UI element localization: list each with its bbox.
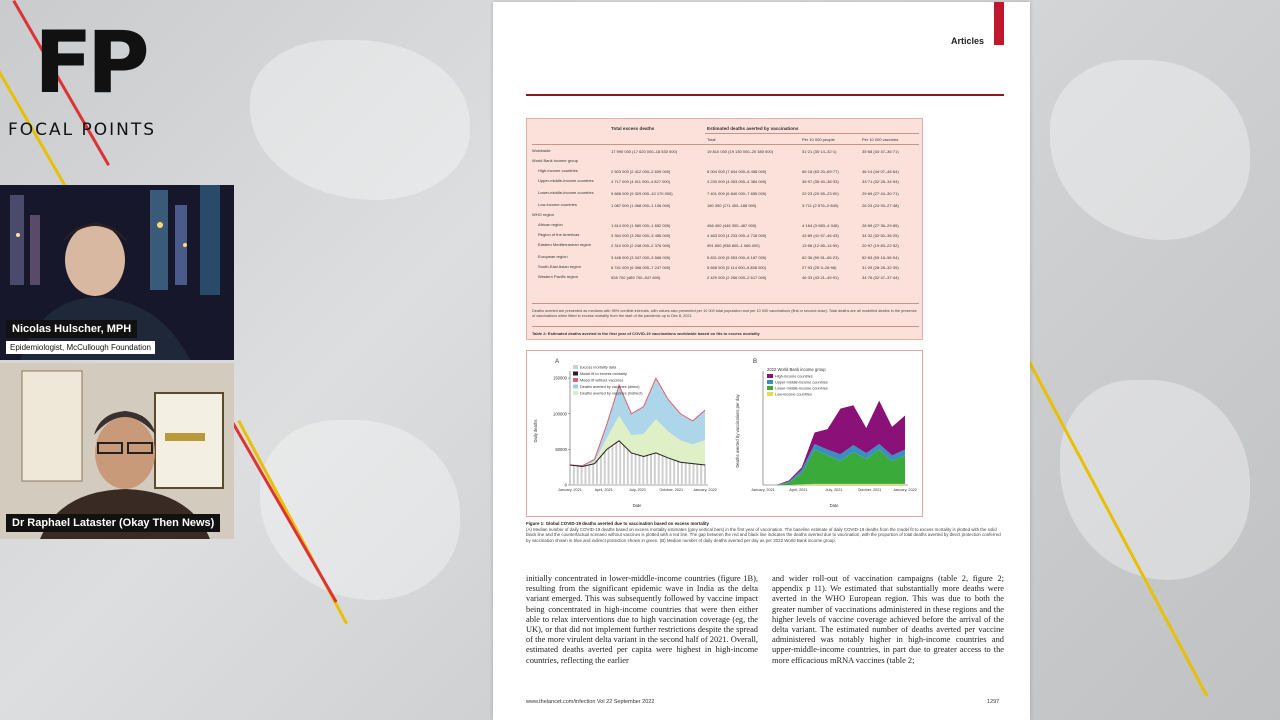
table-rule (532, 144, 919, 145)
excess-mortality-bar (662, 454, 664, 485)
panel-a-legend-label: Excess mortality data (580, 365, 617, 370)
figure-caption-title: Figure 1: Global COVID-19 deaths averted due to vaccination based on excess mortality (526, 521, 709, 526)
table-cell: 2 429 000 (2 266 000–2 617 000) (707, 275, 767, 280)
table-row-label: Worldwide (532, 148, 551, 153)
table-cell: 3·711 (2·576–2·840) (802, 203, 839, 208)
figure-1 (526, 350, 923, 517)
excess-mortality-bar (654, 452, 656, 485)
participant-1-affiliation: Epidemiologist, McCullough Foundation (6, 341, 155, 354)
table-row-label: Lower-middle-income countries (538, 190, 594, 195)
table-rule (532, 303, 919, 304)
table-cell: 19 810 000 (19 130 000–20 380 000) (707, 149, 774, 154)
panel-a-legend-swatch (573, 385, 578, 389)
excess-mortality-bar (592, 463, 594, 485)
panel-b-legend-swatch (767, 386, 773, 390)
participant-2-video-frame (0, 363, 234, 539)
participant-1-name: Nicolas Hulscher, MPH (6, 320, 137, 338)
panel-a-y-tick-label: 100000 (553, 411, 567, 417)
focal-points-logo (8, 13, 158, 143)
table-cell: 9 688 000 (9 329 000–10 170 000) (611, 191, 673, 196)
section-label: Articles (951, 36, 985, 46)
body-text-right-column: and wider roll-out of vaccination campaigns (table 2, figure 2; appendix p 11). We estimated that substantially more deaths were averted in the WHO European region. This was due to both the greater number of vaccinations administered in these regions and the higher levels of vaccine coverage achieved before the arrival of the delta variant. The estimated number of deaths averted per vaccine administered was notably higher in high-income countries and upper-middle-income countries, in part due to greater access to the more efficacious mRNA vaccines (table 2; (772, 574, 1004, 665)
panel-a-legend-label: Model fit without vaccines (580, 378, 624, 383)
table-cell: 46·33 (43·21–49·91) (802, 275, 839, 280)
panel-b-x-tick-label: January, 2021 (751, 488, 775, 492)
table-row-label: WHO region (532, 212, 555, 217)
excess-mortality-bar (689, 462, 691, 485)
table-cell: 26·23 (24·93–27·48) (862, 203, 899, 208)
table-row-label: African region (538, 222, 563, 227)
table-cell: 2 503 000 (2 412 000–2 609 000) (611, 169, 671, 174)
panel-b-legend-label: Low-income countries (775, 392, 812, 397)
panel-a-x-tick-label: January, 2022 (693, 488, 717, 492)
video-feed-participant-2[interactable] (0, 363, 234, 539)
journal-footer: www.thelancet.com/infection Vol 22 September 2022 (526, 699, 655, 705)
table-cell: 528 700 (489 700–547 800) (611, 275, 661, 280)
panel-a-y-tick-label: 0 (564, 482, 567, 488)
panel-a-y-tick-label: 50000 (555, 446, 567, 452)
table-sub-header-total: Total (707, 137, 716, 142)
table-cell: 1 614 000 (1 580 000–1 652 000) (611, 223, 671, 228)
table-cell: 46·14 (44·07–48·64) (862, 169, 899, 174)
table-cell: 27·93 (25·3–28·98) (802, 265, 837, 270)
panel-b-legend-swatch (767, 392, 773, 396)
table-cell: 4 230 000 (4 053 000–4 384 000) (707, 179, 767, 184)
panel-b-x-tick-label: April, 2021 (789, 488, 808, 492)
excess-mortality-bar (635, 453, 637, 485)
figure-caption (526, 521, 1004, 543)
figure-caption-body: (A) Median number of daily COVID-19 deaths based on excess mortality estimates (grey vertical bars) in the first year of vaccination. The baseline estimate of daily COVID-19 deaths from the model fit to excess mortality is plotted with the solid black line and the counterfactual scenario without vaccines is plotted with a red line. The gap between the red and black line indicates the deaths averted due to vaccination, with the proportion of total deaths averted by direct protection conferred by vaccination shown in blue and indirect protection shown in green. (B) Median number of daily deaths averted per day as per 2022 World Bank income group. (526, 526, 1001, 543)
table-cell: 52·63 (50·18–56·04) (862, 255, 899, 260)
table-cell: 34·76 (32·47–37·44) (862, 275, 899, 280)
excess-mortality-bar (596, 460, 598, 485)
panel-a-legend-swatch (573, 365, 578, 369)
table-cell: 17 990 000 (17 620 000–18 530 000) (611, 149, 678, 154)
figure-1-svg (527, 351, 924, 518)
table-cell: 31·29 (28·28–32·39) (862, 265, 899, 270)
table-row-label: Region of the Americas (538, 232, 580, 237)
table-cell: 4·164 (3·983–4·348) (802, 223, 839, 228)
excess-mortality-bar (623, 444, 625, 485)
panel-a-legend-label: Deaths averted by vaccines (indirect) (580, 391, 643, 396)
body-text-left-column: initially concentrated in lower-middle-income countries (figure 1B), resulting from the significant epidemic wave in India as the delta variant emerged. This was subsequently followed by vaccine impact being concentrated in high-income countries that were then either able to relax interventions due to high vaccination coverage (eg, the UK), or that did not implement further restrictions despite the spread of the more virulent delta variant in the second half of 2021. Overall, estimated deaths averted per capita were highest in high-income countries, reflecting the earlier (526, 574, 758, 665)
table-caption: Table 2: Estimated deaths averted in the first year of COVID-19 vaccinations worldwide based on fits to excess mortality (532, 331, 760, 336)
table-col-header-deaths-averted: Estimated deaths averted by vaccinations (707, 126, 799, 131)
table-cell: 4 463 000 (4 233 000–4 718 000) (707, 233, 767, 238)
panel-b-x-label: Date (829, 503, 839, 508)
map-continent-shape (1050, 60, 1250, 240)
excess-mortality-bar (696, 463, 698, 485)
table-cell: 180 300 (171 400–188 900) (707, 203, 757, 208)
table-row-label: World Bank income group (532, 158, 578, 163)
excess-mortality-bar (577, 465, 579, 485)
table-cell: 466 400 (446 300–487 900) (707, 223, 757, 228)
panel-b-legend-swatch (767, 380, 773, 384)
excess-mortality-bar (581, 465, 583, 485)
table-cell: 29·69 (27·44–30·71) (862, 191, 899, 196)
table-cell: 62·36 (59·51–66·23) (802, 255, 839, 260)
table-cell: 5 658 000 (5 114 000–5 858 000) (707, 265, 767, 270)
table-cell: 35·68 (34·47–36·71) (862, 149, 899, 154)
table-cell: 991 800 (938 800–1 066 000) (707, 243, 760, 248)
table-cell: 3 448 000 (3 347 000–3 568 000) (611, 255, 671, 260)
panel-a-y-tick-label: 150000 (553, 375, 567, 381)
excess-mortality-bar (627, 448, 629, 485)
excess-mortality-bar (631, 451, 633, 485)
excess-mortality-bar (608, 446, 610, 485)
logo-name: FOCAL POINTS (8, 120, 157, 140)
table-sub-header-per-vaccines: Per 10 000 vaccines (862, 137, 899, 142)
panel-b-legend-label: Lower-middle-income countries (775, 386, 828, 391)
journal-section-tab (994, 2, 1004, 45)
table-cell: 8 004 000 (7 644 000–8 458 000) (707, 169, 767, 174)
map-continent-shape (260, 420, 460, 600)
header-rule (526, 94, 1004, 96)
excess-mortality-bar (658, 453, 660, 485)
table-rule (532, 326, 919, 327)
panel-b-y-label: Deaths averted by vaccinations per day (735, 394, 740, 468)
video-feed-participant-1[interactable] (0, 185, 234, 360)
map-continent-shape (1060, 380, 1250, 580)
panel-b-legend-swatch (767, 374, 773, 378)
panel-a-x-tick-label: January, 2021 (558, 488, 582, 492)
table-cell: 3 354 000 (3 260 000–3 456 000) (611, 233, 671, 238)
excess-mortality-bar (700, 464, 702, 485)
table-cell: 13·58 (12·85–14·59) (802, 243, 839, 248)
excess-mortality-bar (638, 454, 640, 485)
page-number: 1297 (987, 699, 1000, 705)
excess-mortality-bar (673, 459, 675, 485)
table-cell: 20·97 (19·83–22·52) (862, 243, 899, 248)
excess-mortality-bar (619, 440, 621, 485)
table-cell: 6 741 000 (6 398 000–7 247 000) (611, 265, 671, 270)
table-row-label: Low-income countries (538, 202, 577, 207)
panel-b-x-tick-label: October, 2021 (857, 488, 882, 492)
excess-mortality-bar (681, 461, 683, 485)
excess-mortality-bar (573, 465, 575, 485)
excess-mortality-bar (584, 465, 586, 485)
participant-2-name: Dr Raphael Lataster (Okay Then News) (6, 514, 220, 532)
table-row-label: Eastern Mediterranean region (538, 242, 591, 247)
excess-mortality-bar (569, 464, 571, 485)
table-cell: 2 310 000 (2 248 000–2 376 000) (611, 243, 671, 248)
table-sub-header-per-people: Per 10 000 people (802, 137, 835, 142)
panel-b-legend-label: High-income countries (775, 374, 813, 379)
excess-mortality-bar (677, 460, 679, 485)
panel-a-legend-swatch (573, 378, 578, 382)
table-cell: 66·18 (63·20–69·77) (802, 169, 839, 174)
excess-mortality-bar (642, 455, 644, 485)
excess-mortality-bar (665, 456, 667, 485)
excess-mortality-bar (692, 463, 694, 485)
table-cell: 7 401 000 (6 840 000–7 655 000) (707, 191, 767, 196)
excess-mortality-bar (650, 453, 652, 485)
panel-a-x-tick-label: October, 2021 (659, 488, 684, 492)
table-cell: 43·89 (41·57–46·43) (802, 233, 839, 238)
panel-a-x-tick-label: July, 2021 (628, 488, 647, 492)
panel-a-x-tick-label: April, 2021 (594, 488, 613, 492)
table-row-label: Upper-middle-income countries (538, 178, 594, 183)
panel-a-x-label: Date (632, 503, 642, 508)
panel-b-legend-label: Upper-middle-income countries (775, 380, 828, 385)
table-row-label: South-East Asian region (538, 264, 581, 269)
panel-a-legend-swatch (573, 391, 578, 395)
panel-b-x-tick-label: July, 2021 (825, 488, 843, 492)
table-cell: 28·59 (27·36–29·85) (862, 223, 899, 228)
table-2 (526, 118, 923, 340)
table-cell: 1 087 000 (1 068 000–1 106 000) (611, 203, 671, 208)
table-cell: 33·71 (32·28–34·94) (862, 179, 899, 184)
excess-mortality-bar (611, 443, 613, 485)
excess-mortality-bar (615, 441, 617, 485)
excess-mortality-bar (685, 462, 687, 485)
table-note: Deaths averted are presented as medians with 95% credible intervals, with values also presented per 10 000 total population and per 10 000 vaccinations (first or second dose). Total deaths are all modelled deaths in the presence of vaccinations when fitted to excess mortality from the start of the pandemic up to Dec 8, 2021. (532, 309, 917, 318)
logo-mark: FP (34, 13, 144, 113)
panel-a-legend-label: Deaths averted by vaccines (direct) (580, 385, 640, 390)
excess-mortality-bar (604, 450, 606, 485)
table-cell: 34·32 (32·50–36·25) (862, 233, 899, 238)
table-rule (705, 133, 919, 134)
panel-a-y-label: Daily deaths (533, 419, 538, 443)
table-cell: 36·97 (35·40–38·33) (802, 179, 839, 184)
excess-mortality-bar (646, 454, 648, 485)
panel-b-x-tick-label: January, 2022 (893, 488, 917, 492)
excess-mortality-bar (600, 455, 602, 485)
table-cell: 4 717 000 (4 611 000–4 827 000) (611, 179, 671, 184)
excess-mortality-bar (704, 464, 706, 485)
table-cell: 22·23 (20·55–23·00) (802, 191, 839, 196)
excess-mortality-bar (588, 464, 590, 485)
table-col-header-total-excess: Total excess deaths (611, 126, 655, 131)
table-cell: 31·21 (30·14–32·1) (802, 149, 837, 154)
panel-b-legend-title: 2022 World Bank income group (767, 367, 826, 372)
panel-a-legend-label: Model fit to excess mortality (580, 372, 627, 377)
panel-b-letter: B (753, 359, 758, 365)
journal-page (493, 2, 1030, 720)
excess-mortality-bar (669, 457, 671, 485)
table-cell: 5 831 000 (5 553 000–6 187 000) (707, 255, 767, 260)
table-row-label: High-income countries (538, 168, 578, 173)
panel-a-letter: A (555, 359, 560, 365)
panel-a-legend-swatch (573, 372, 578, 376)
map-continent-shape (250, 40, 470, 200)
table-row-label: Western Pacific region (538, 274, 578, 279)
table-row-label: European region (538, 254, 568, 259)
